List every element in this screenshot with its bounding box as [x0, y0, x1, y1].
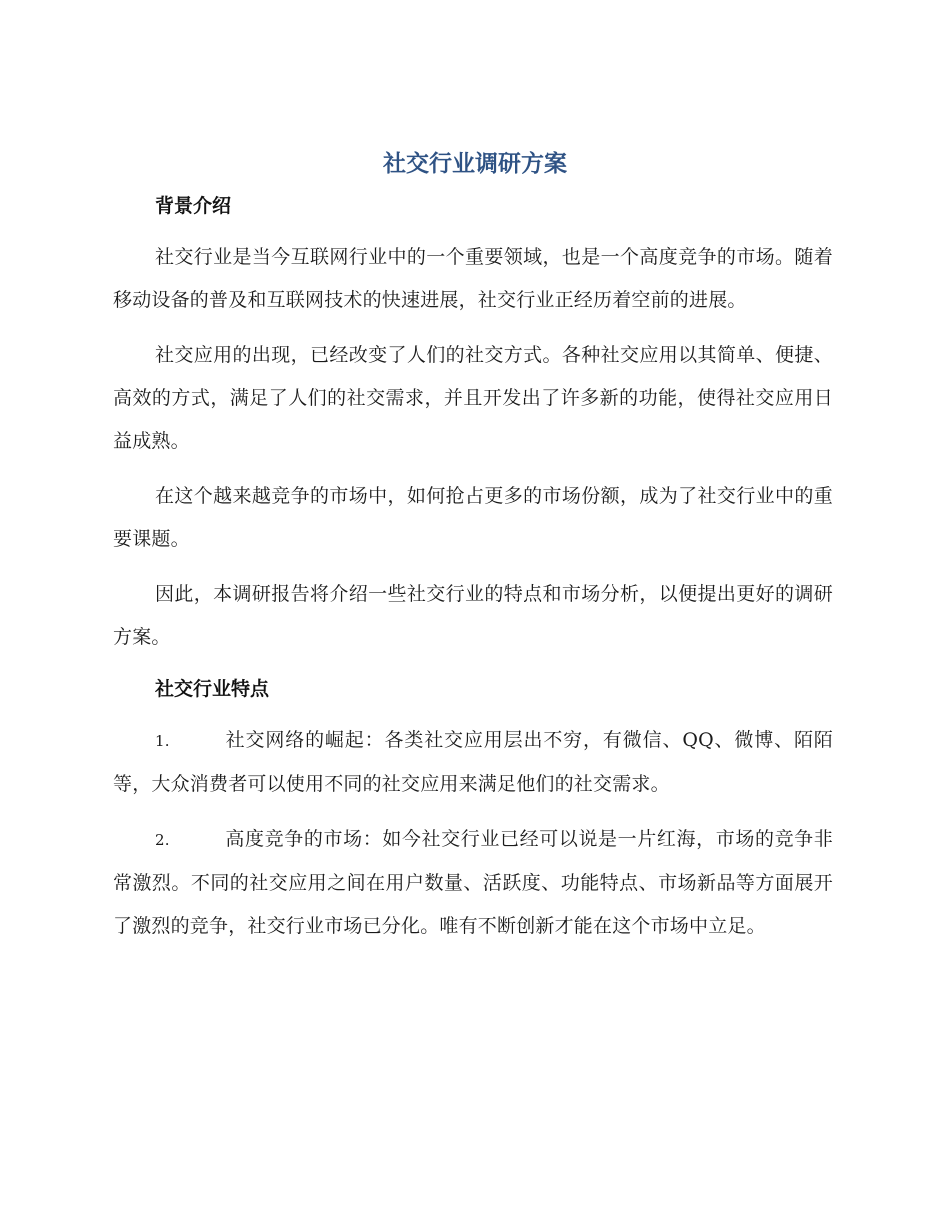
list-item-number: 1. [155, 732, 170, 750]
list-item [113, 818, 833, 948]
paragraph: 社交应用的出现，已经改变了人们的社交方式。各种社交应用以其简单、便捷、高效的方式，满足了人们的社交需求，并且开发出了许多新的功能，使得社交应用日益成熟。 [113, 344, 833, 452]
document-title: 社交行业调研方案 [383, 151, 567, 177]
list-item [113, 719, 833, 806]
section-heading-background: 背景介绍 [155, 195, 232, 217]
paragraph: 在这个越来越竞争的市场中，如何抢占更多的市场份额，成为了社交行业中的重要课题。 [113, 485, 833, 550]
paragraph: 因此，本调研报告将介绍一些社交行业的特点和市场分析，以便提出更好的调研方案。 [113, 583, 833, 648]
section-heading-features: 社交行业特点 [155, 678, 270, 700]
list-item-number: 2. [155, 831, 170, 849]
list-item-text: 高度竞争的市场：如今社交行业已经可以说是一片红海，市场的竞争非常激烈。不同的社交应用之间在用户数量、活跃度、功能特点、市场新品等方面展开了激烈的竞争，社交行业市场已分化。唯有不断创新才能在这个市场中立足。 [113, 828, 833, 937]
paragraph: 社交行业是当今互联网行业中的一个重要领域，也是一个高度竞争的市场。随着移动设备的普及和互联网技术的快速进展，社交行业正经历着空前的进展。 [113, 246, 833, 311]
document-body [113, 188, 833, 960]
list-item-text: 社交网络的崛起：各类社交应用层出不穷，有微信、QQ、微博、陌陌等，大众消费者可以使用不同的社交应用来满足他们的社交需求。 [113, 729, 833, 795]
